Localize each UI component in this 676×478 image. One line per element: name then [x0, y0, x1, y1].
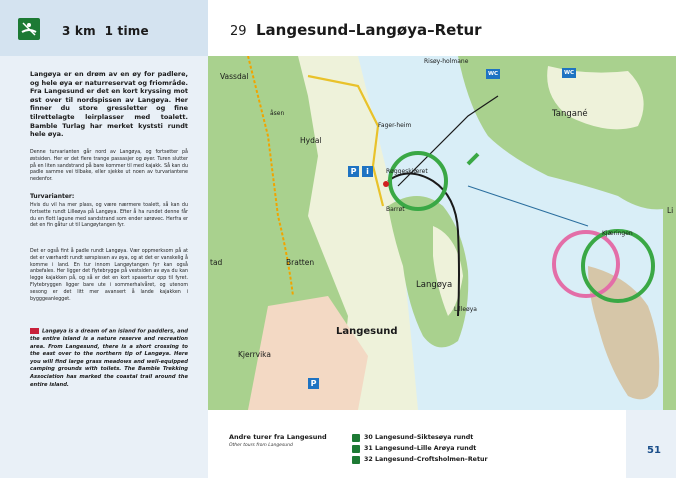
map-label-tangane: Tangané: [552, 109, 588, 119]
map-label-roggeskjaeret: Røggeskjæret: [386, 168, 428, 175]
footer-page-box: [626, 410, 676, 478]
variants-paragraph-1: Hvis du vil ha mer plass, og være nærmere toalett, så kan du fortsette rundt Lilleøya på Langøya. Efter å ha rundet denne får du en flott lagune med sandstrand som ender sørøvec. Herfra er det en fin gåtur ut til Langøytangen fyr.: [30, 203, 188, 229]
map-label-langesund: Langesund: [336, 326, 398, 337]
route-duration: 1 time: [104, 24, 149, 38]
english-summary-text: Langøya is a dream of an island for paddlers, and the entire island is a nature reserve and recreation area. From Langesund, there is a short crossing to the east over to the northern tip of Langøya. Here you will find large grass meadows and well-equipped camping grounds with toilets. The Bamble Trekking Association has marked the coastal trail around the entire island.: [30, 328, 188, 388]
toilet-icon-east: WC: [563, 70, 575, 76]
list-item[interactable]: [352, 432, 488, 443]
map-label-tad: tad: [210, 258, 223, 267]
kayak-icon: [352, 456, 360, 464]
kayak-icon: [18, 18, 40, 40]
route-title: Langesund–Langøya–Retur: [256, 21, 482, 39]
parking-icon: P: [348, 166, 359, 177]
list-item[interactable]: [352, 454, 488, 465]
map-label-risoyholmane: Risøy-holmane: [424, 58, 469, 65]
map-label-bratten: Bratten: [286, 258, 315, 267]
other-tours-list: [352, 432, 488, 465]
map-label-lilleoya: Lilleøya: [454, 306, 477, 313]
page-number: 51: [647, 445, 661, 456]
map-label-fagerheim: Fager-heim: [378, 122, 412, 129]
parking-icon-south: P: [308, 378, 319, 389]
other-tours-title: Andre turer fra Langesund: [229, 433, 327, 441]
map-label-li: Li: [667, 206, 674, 215]
map-label-asen: åsen: [270, 110, 285, 117]
route-distance: 3 km: [62, 24, 96, 38]
variants-heading: Turvarianter:: [30, 193, 75, 200]
description-paragraph: Denne turvarianten går nord av Langøya, og fortsetter på østsiden. Her er det flere trange passasjer og øyer. Turen slutter på en liten sandstrand på bare kommer til med kajakk. Så kan du padle samme vei tilbake, eller sjekke ut noen av turvariantene nedenfor.: [30, 150, 188, 183]
english-summary: [30, 328, 188, 389]
uk-flag-icon: [30, 328, 39, 334]
map-label-hydal: Hydal: [300, 136, 322, 145]
kayak-icon: [352, 445, 360, 453]
list-item[interactable]: [352, 443, 488, 454]
map-label-barrot: Barrøt: [386, 206, 405, 213]
route-map[interactable]: [208, 56, 676, 410]
intro-text: Langøya er en drøm av en øy for padlere, og hele øya er naturreservat og friområde. Fra Langesund er det en kort kryssing mot øst over til nordspissen av Langøya. Her finner du store gressletter og fine tilrettelagte leirplasser med toalett. Bamble Turlag har merket kyststi rundt hele øya.: [30, 70, 188, 139]
route-number: 29: [230, 24, 247, 39]
other-tour-label: 31 Langesund–Lille Arøya rundt: [364, 445, 477, 452]
other-tours-subtitle: Other tours from Langesund: [229, 443, 293, 448]
kayak-icon: [352, 434, 360, 442]
toilet-icon: WC: [487, 71, 499, 77]
info-icon: i: [362, 166, 373, 177]
variants-paragraph-2: Det er også fint å padle rundt Langøya. Vær oppmerksom på at det er værhardt rundt sørspissen av øya, og at det er vanskelig å komme i land. En tur innom Langøytangen fyr kan også anbefales. Her ligger det flytebrygge på vestsiden av øya du kan legge kajakken på, og så er det en kort spasertur opp til fyret. Flytebryggen ligger bare ute i sommerhalvåret, og utenom sesong er det litt mer avansert å lande kajakken i bygggeanlegget.: [30, 249, 188, 302]
route-stats: [62, 24, 149, 38]
start-marker: [383, 181, 389, 187]
other-tour-label: 32 Langesund–Croftsholmen–Retur: [364, 456, 488, 463]
map-label-kjerrvika: Kjerrvika: [238, 350, 271, 359]
map-label-vassdal: Vassdal: [220, 72, 249, 81]
map-label-kjeringen: Kjæringen: [602, 230, 633, 237]
map-label-langoya: Langøya: [416, 280, 453, 290]
east-edge-land: [663, 206, 676, 410]
other-tour-label: 30 Langesund–Siktesøya rundt: [364, 434, 474, 441]
